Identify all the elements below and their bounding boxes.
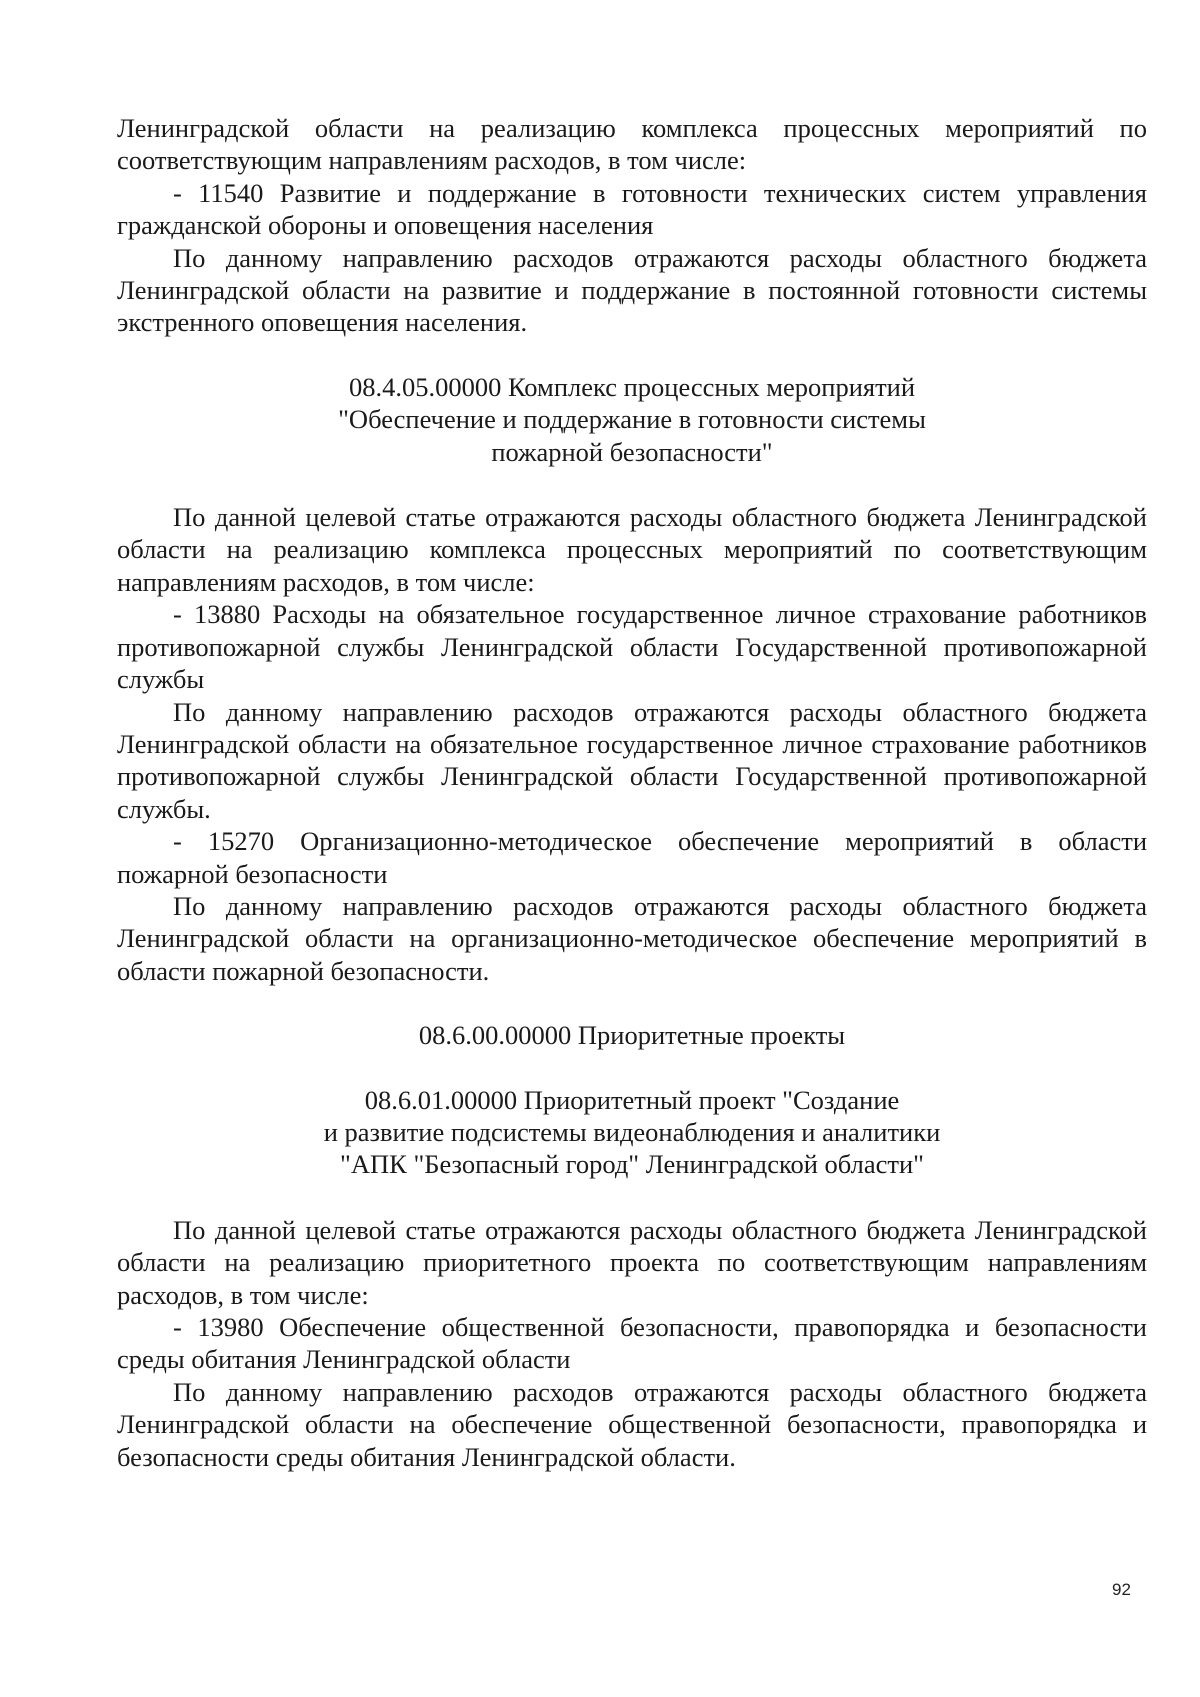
expense-item-15270: - 15270 Организационно-методическое обеспечение мероприятий в области пожарной безопасности [117,826,1147,889]
spacer [117,987,1147,1019]
section-heading-08-6-01 [117,1084,1147,1181]
intro-paragraph-continuation: Ленинградской области на реализацию комплекса процессных мероприятий по соответствующим направлениям расходов, в том числе: [117,113,1147,176]
section-heading-line: и развитие подсистемы видеонаблюдения и аналитики [323,1116,941,1147]
spacer [117,339,1147,371]
expense-item-11540-description: По данному направлению расходов отражаются расходы областного бюджета Ленинградской области на развитие и поддержание в постоянной готовности системы экстренного оповещения населения. [117,242,1147,338]
section3-intro-paragraph: По данной целевой статье отражаются расходы областного бюджета Ленинградской области на реализацию приоритетного проекта по соответствующим направлениям расходов, в том числе: [117,1214,1147,1310]
document-page [117,112,1147,1473]
section-heading-08-4-05 [117,371,1147,468]
expense-item-13980-description: По данному направлению расходов отражаются расходы областного бюджета Ленинградской области на обеспечение общественной безопасности, правопорядка и безопасности среды обитания Ленинградской области. [117,1376,1147,1472]
section-heading-line: 08.6.01.00000 Приоритетный проект "Создание [364,1084,900,1115]
expense-item-13980: - 13980 Обеспечение общественной безопасности, правопорядка и безопасности среды обитания Ленинградской области [117,1312,1147,1375]
spacer [117,1181,1147,1214]
spacer [117,1052,1147,1084]
section-heading-line: 08.4.05.00000 Комплекс процессных мероприятий [348,371,916,402]
expense-item-11540: - 11540 Развитие и поддержание в готовности технических систем управления гражданской обороны и оповещения населения [117,177,1147,241]
page-number: 92 [1112,1580,1131,1599]
expense-item-13880: - 13880 Расходы на обязательное государственное личное страхование работников противопожарной службы Ленинградской области Государственной противопожарной службы [117,599,1147,695]
section1-intro-paragraph: По данной целевой статье отражаются расходы областного бюджета Ленинградской области на реализацию комплекса процессных мероприятий по соответствующим направлениям расходов, в том числе: [117,502,1147,597]
expense-item-13880-description: По данному направлению расходов отражаются расходы областного бюджета Ленинградской области на обязательное государственное личное страхование работников противопожарной службы Ленинградской области Государственной противопожарной службы. [117,696,1147,824]
section-heading-line: "АПК "Безопасный город" Ленинградской области" [340,1149,924,1180]
spacer [117,468,1147,501]
expense-item-15270-description: По данному направлению расходов отражаются расходы областного бюджета Ленинградской области на организационно-методическое обеспечение мероприятий в области пожарной безопасности. [117,890,1147,986]
section-heading-08-6-00: 08.6.00.00000 Приоритетные проекты [418,1020,846,1051]
section-heading-line: "Обеспечение и поддержание в готовности системы [338,404,926,435]
section-heading-line: пожарной безопасности" [491,436,773,467]
